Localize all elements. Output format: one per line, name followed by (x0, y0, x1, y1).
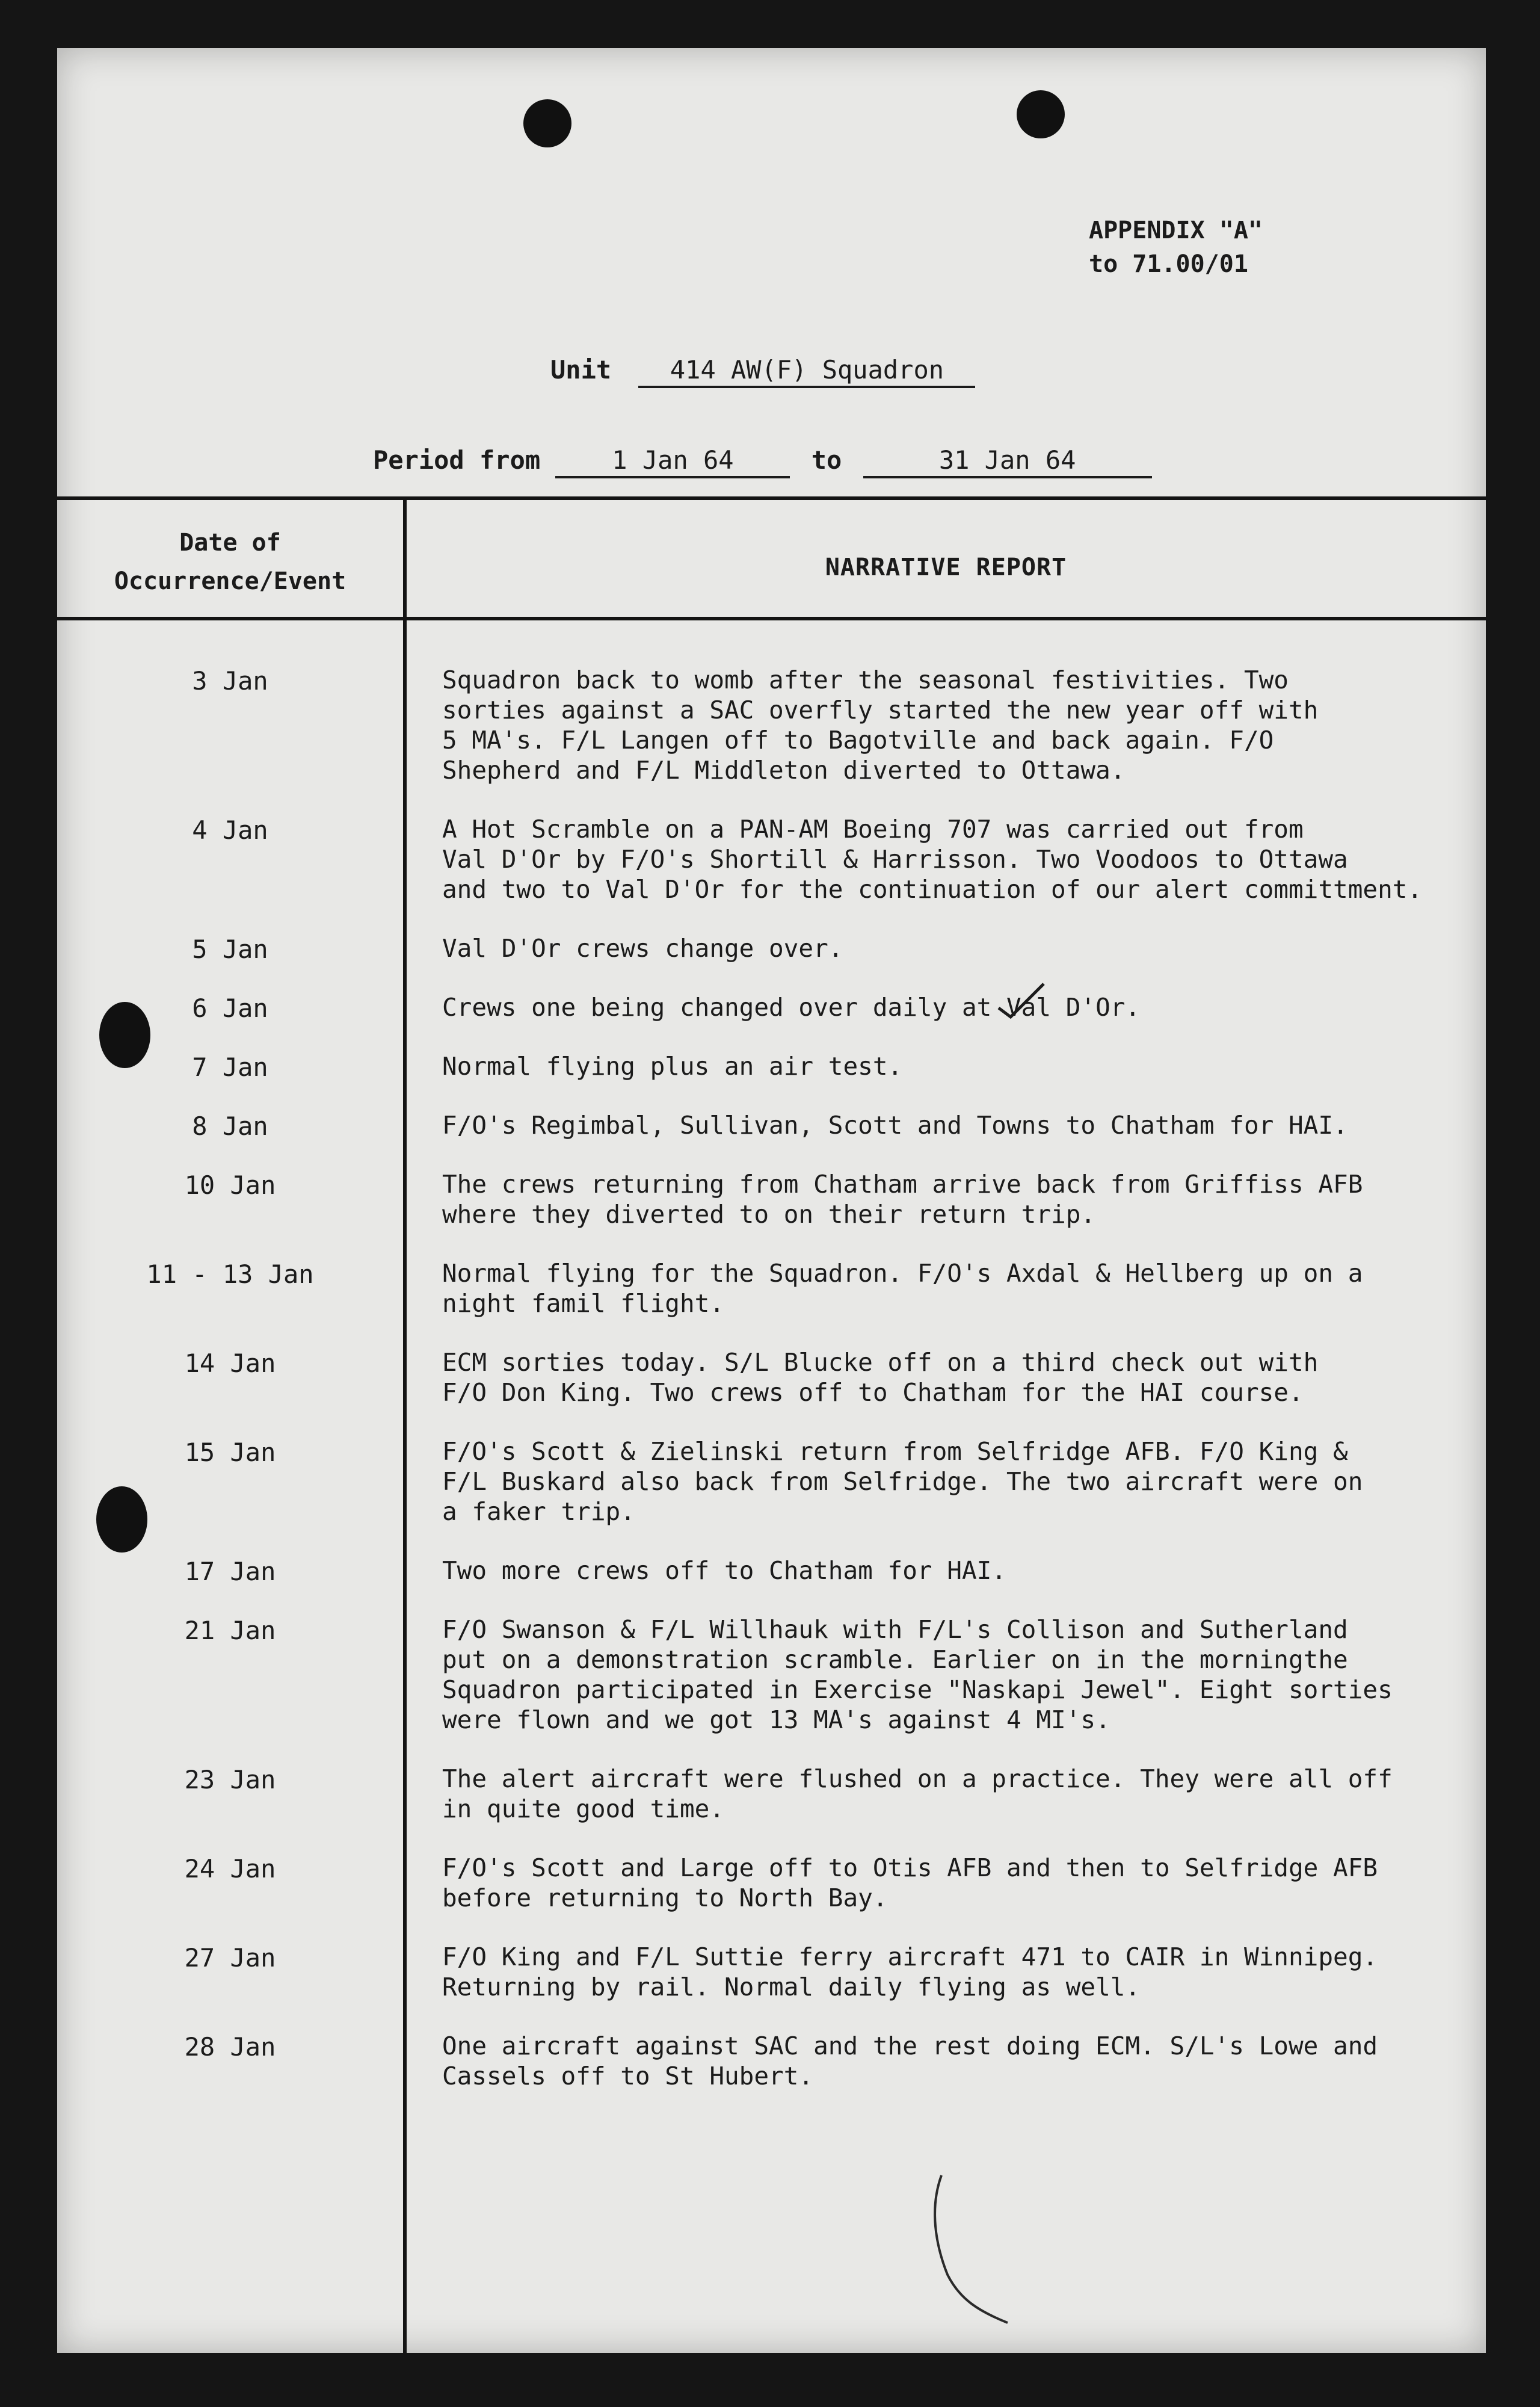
entry-date: 6 Jan (192, 993, 268, 1023)
table-row (57, 933, 1486, 963)
entry-narrative: F/O's Scott & Zielinski return from Selfridge AFB. F/O King & F/L Buskard also back from Selfridge. The two aircraft were on a faker trip. (442, 1437, 1363, 1526)
table-row (57, 1436, 1486, 1527)
entry-date: 23 Jan (184, 1765, 276, 1794)
table-row (57, 1169, 1486, 1229)
entry-narrative: One aircraft against SAC and the rest doing ECM. S/L's Lowe and Cassels off to St Hubert. (442, 2032, 1378, 2090)
entry-date: 15 Jan (184, 1438, 276, 1467)
table-row (57, 1853, 1486, 1913)
entry-narrative: F/O's Scott and Large off to Otis AFB and then to Selfridge AFB before returning to North Bay. (442, 1853, 1378, 1912)
table-top-rule (57, 496, 1486, 500)
entry-narrative: A Hot Scramble on a PAN-AM Boeing 707 was carried out from Val D'Or by F/O's Shortill & Harrisson. Two Voodoos to Ottawa and two to Val D'Or for the continuation of our alert committment. (442, 815, 1423, 904)
entry-date: 11 - 13 Jan (146, 1259, 314, 1289)
table-row (57, 1110, 1486, 1140)
table-row (57, 1258, 1486, 1318)
handwritten-tick-mark (996, 981, 1050, 1029)
narrative-column-header: NARRATIVE REPORT (825, 554, 1067, 581)
header-bottom-rule (57, 617, 1486, 620)
pen-stroke-mark (905, 2172, 1038, 2329)
table-row (57, 814, 1486, 904)
entry-date: 10 Jan (184, 1170, 276, 1200)
period-to-label: to (811, 445, 842, 475)
entry-narrative: F/O Swanson & F/L Willhauk with F/L's Collison and Sutherland put on a demonstration scramble. Earlier on in the morningthe Squadron participated in Exercise "Naskapi Jewel". Eight sorties were flown and we got 13 MA's against 4 MI's. (442, 1615, 1393, 1734)
entry-narrative: The alert aircraft were flushed on a practice. They were all off in quite good time. (442, 1764, 1393, 1823)
entry-narrative: Normal flying plus an air test. (442, 1052, 903, 1081)
date-header-line-2: Occurrence/Event (114, 567, 346, 595)
entry-date: 14 Jan (184, 1349, 276, 1378)
period-label: Period from (373, 445, 541, 475)
entry-narrative: F/O King and F/L Suttie ferry aircraft 471 to CAIR in Winnipeg. Returning by rail. Normal daily flying as well. (442, 1942, 1378, 2001)
appendix-line-1: APPENDIX "A" (1089, 217, 1263, 244)
unit-value: 414 AW(F) Squadron (638, 355, 975, 388)
period-to-value: 31 Jan 64 (863, 445, 1152, 478)
table-row (57, 1051, 1486, 1081)
table-row (57, 1942, 1486, 2002)
entry-date: 27 Jan (184, 1943, 276, 1973)
date-column-header (57, 524, 403, 601)
table-row (57, 665, 1486, 785)
unit-line (550, 355, 975, 388)
appendix-line-2: to 71.00/01 (1089, 250, 1248, 278)
punch-hole-top-right (1017, 90, 1065, 138)
table-row (57, 992, 1486, 1022)
document-page (57, 48, 1486, 2353)
table-row (57, 1556, 1486, 1586)
entry-narrative: Crews one being changed over daily at Val D'Or. (442, 993, 1141, 1022)
punch-hole-top-left (523, 99, 571, 147)
table-row (57, 2031, 1486, 2091)
entry-date: 28 Jan (184, 2032, 276, 2062)
entry-date: 4 Jan (192, 815, 268, 845)
table-row (57, 1347, 1486, 1407)
entry-narrative: Val D'Or crews change over. (442, 934, 843, 963)
entry-narrative: The crews returning from Chatham arrive back from Griffiss AFB where they diverted to on their return trip. (442, 1170, 1363, 1229)
entry-narrative: Two more crews off to Chatham for HAI. (442, 1556, 1006, 1585)
entry-narrative: Normal flying for the Squadron. F/O's Axdal & Hellberg up on a night famil flight. (442, 1259, 1363, 1318)
period-line (373, 445, 1152, 478)
entry-date: 21 Jan (184, 1616, 276, 1645)
unit-label: Unit (550, 355, 612, 385)
entry-narrative: F/O's Regimbal, Sullivan, Scott and Towns to Chatham for HAI. (442, 1111, 1348, 1140)
appendix-reference (1089, 214, 1263, 281)
entry-date: 5 Jan (192, 935, 268, 964)
entry-narrative: Squadron back to womb after the seasonal festivities. Two sorties against a SAC overfly started the new year off with 5 MA's. F/L Langen off to Bagotville and back again. F/O Shepherd and F/L Middleton diverted to Ottawa. (442, 666, 1319, 785)
entry-date: 24 Jan (184, 1854, 276, 1883)
entry-date: 7 Jan (192, 1052, 268, 1082)
period-from-value: 1 Jan 64 (555, 445, 790, 478)
entry-date: 17 Jan (184, 1557, 276, 1586)
date-header-line-1: Date of (179, 529, 281, 557)
entry-narrative: ECM sorties today. S/L Blucke off on a third check out with F/O Don King. Two crews off to Chatham for the HAI course. (442, 1348, 1319, 1407)
entry-date: 8 Jan (192, 1111, 268, 1141)
entry-date: 3 Jan (192, 666, 268, 696)
table-row (57, 1764, 1486, 1824)
table-row (57, 1614, 1486, 1735)
narrative-entries (57, 665, 1486, 2120)
